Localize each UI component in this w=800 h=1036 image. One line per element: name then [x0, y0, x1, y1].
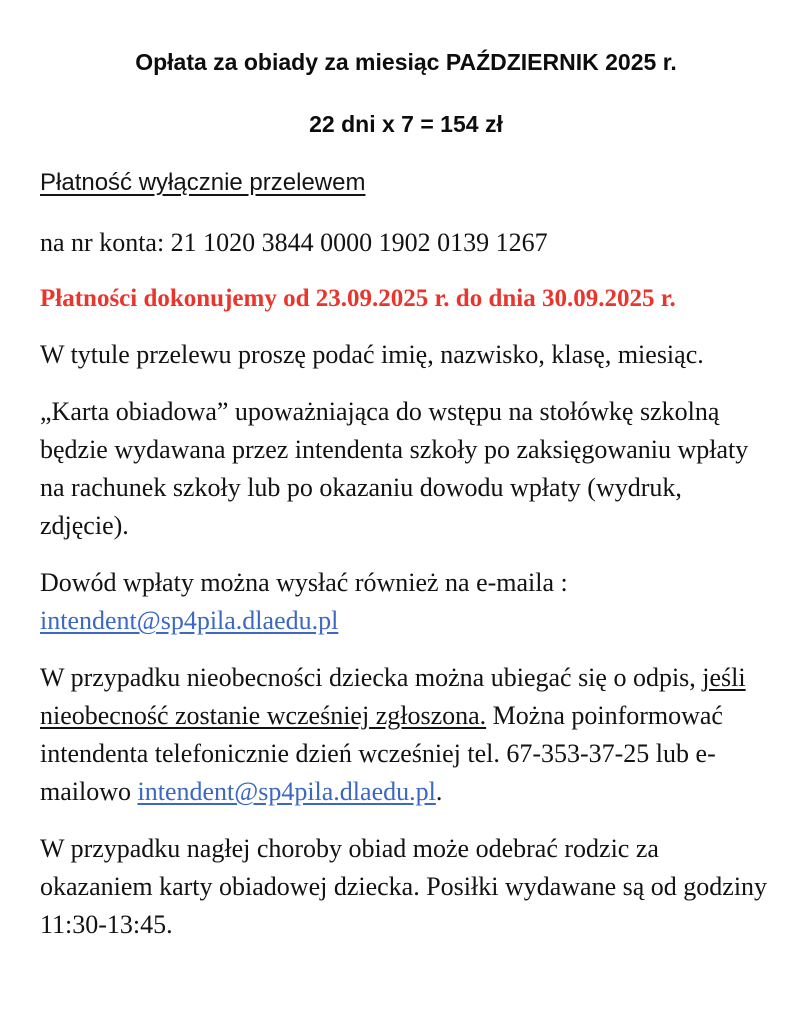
absence-refund-paragraph	[40, 659, 772, 811]
account-number-line: na nr konta: 21 1020 3844 0000 1902 0139 1267	[40, 228, 548, 257]
payment-method-heading: Płatność wyłącznie przelewem	[40, 169, 366, 196]
meal-card-paragraph: „Karta obiadowa” upoważniająca do wstępu na stołówkę szkolną będzie wydawana przez intendenta szkoły po zaksięgowaniu wpłaty na rachunek szkoły lub po okazaniu dowodu wpłaty (wydruk, zdjęcie).	[40, 397, 749, 540]
payment-deadline-notice: Płatności dokonujemy od 23.09.2025 r. do dnia 30.09.2025 r.	[40, 285, 676, 312]
intendent-email-link[interactable]: intendent@sp4pila.dlaedu.pl	[40, 606, 339, 635]
absence-underlined-condition: jeśli nieobecność zostanie wcześniej zgłoszona.	[40, 663, 746, 730]
absence-text-middle: Można poinformować intendenta telefonicznie dzień wcześniej tel. 67-353-37-25 lub e-mailowo	[40, 701, 723, 806]
price-calculation-subtitle: 22 dni x 7 = 154 zł	[309, 111, 503, 137]
illness-pickup-paragraph: W przypadku nagłej choroby obiad może odebrać rodzic za okazaniem karty obiadowej dziecka. Posiłki wydawane są od godziny 11:30-13:45.	[40, 834, 768, 939]
transfer-title-instruction: W tytule przelewu proszę podać imię, nazwisko, klasę, miesiąc.	[40, 340, 704, 369]
intendent-email-link-2[interactable]: intendent@sp4pila.dlaedu.pl	[137, 777, 436, 806]
absence-text-start: W przypadku nieobecności dziecka można ubiegać się o odpis,	[40, 663, 703, 692]
payment-proof-text: Dowód wpłaty można wysłać również na e-maila :	[40, 568, 568, 597]
document-title: Opłata za obiady za miesiąc PAŹDZIERNIK 2025 r.	[135, 49, 677, 75]
payment-proof-paragraph	[40, 564, 772, 640]
absence-text-end: .	[435, 777, 443, 806]
